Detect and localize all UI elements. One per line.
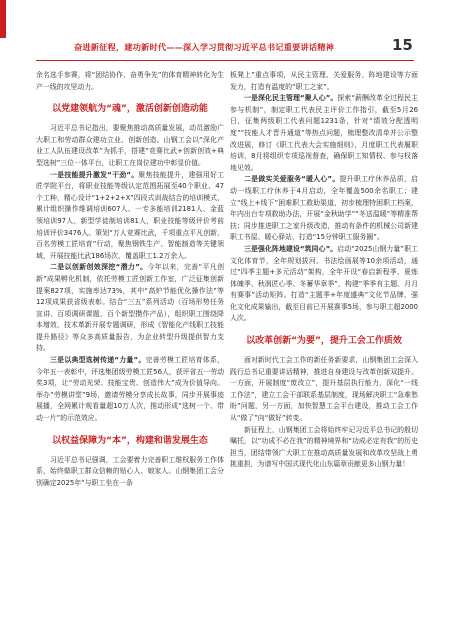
intro-paragraph: 余名选手参赛，将“团结协作、奋勇争先”的体育精神转化为生产一线的攻坚动力。 [36, 71, 224, 91]
paragraph-text: 今年以来，完善“平凡创新”成果孵化机制，依托劳模工匠创新工作室，广泛征集创新提案827项，实施率达73%，其中“高炉节能优化操作法”等12项成果获省级表彰。结合“三五”系列活动（百场形势任务宣讲、百项调研课题、百个新型攒作产品），组织职工围绕降本增效、技术革新开展专题调研，形成《智能化产线职工技能提升路径》等众多高质量报告，为企业转型升级提供智力支持。 [36, 263, 224, 353]
paragraph-text: 探索“薪酬改革全过程民主参与机制”，制定职工代表民主评价工作指引，截至5月26日，征集两级职工代表问题1231条，针对“绩效分配透明度”“技能人才晋升通道”等热点问题，梳理整改清单并公示整改进展，修订《职工代表大会实施细则》，月度职工代表履职培训，8月将组织专项巡视督查，确保职工知情权、参与权落地见效。 [230, 94, 418, 172]
paragraph: 面对新时代工会工作的新任务新要求，山钢集团工会深入践行总书记重要讲话精神，推进自身建设与改革创新双提升。一方面，开展制度“废改立”，提升基层执行能力，深化“一线工作法”，建立工会干部联系基层制度，现场解决职工“急难愁盼”问题，另一方面，加快智慧工会平台建设，推动工会工作从“做了”向“做好”转变。 [230, 356, 418, 423]
bold-lead: 二是做实关爱服务“暖人心”。 [244, 175, 340, 184]
paragraph [36, 355, 224, 425]
bold-lead: 一是深化民主管理“聚人心”。 [244, 94, 338, 103]
section-heading-3: 以改革创新“为要”，提升工会工作质效 [246, 336, 402, 347]
paragraph [230, 93, 418, 174]
right-column [230, 70, 418, 471]
left-column [36, 70, 224, 489]
paragraph: 习近平总书记强调，工会要着力完善职工维权服务工作体系，始终做职工群众信赖的贴心人、娘家人。山钢集团工会分别确定2025年“与职工坐在一条 [36, 455, 224, 487]
page-number: 15 [392, 36, 413, 54]
paragraph-text: 完善劳模工匠培育体系，今年五一表彰中，评选集团级劳模工匠56人，获评省五一劳动奖3项，让“劳动光荣、技能宝贵、创造伟大”成为价值导向。举办“劳模讲堂”9场，邀请劳模分享成长故事，同步开展事迹展播，全网累计观看量超10万人次，推动形成“选树一个、带动一片”的示范效应。 [36, 356, 225, 423]
section-heading-1: 以党建领航为“魂”，激活创新创造动能 [52, 104, 208, 115]
paragraph [230, 174, 418, 244]
running-title: 奋进新征程，建功新时代——深入学习贯彻习近平总书记重要讲话精神 [74, 42, 335, 52]
paragraph: 习近平总书记指出，要聚焦推动高质量发展，动员激励广大职工和劳动群众建功立业、创新创造。山钢工会以“深化产业工人队伍建设改革”为抓手，搭建“竞赛比武+创新创效+典型选树”三位一体平台，让职工在岗位建功中彰显价值。 [36, 124, 224, 167]
paragraph: 板凳上”重点事项，从民主管理、关爱服务、阵地建设等方面发力，打造有温度的“职工之家”。 [230, 71, 418, 91]
paragraph-text: 提升职工疗休养品质，启动一线职工疗休养于4月启动，全年覆盖500余名职工；建立“线上+线下”困难职工救助渠道，初步梳理特困职工档案，年内出台专项救助办法，开展“金秋助学”“冬送温暖”等精准帮扶；同步推进职工之家升级改造，推动有条件的机械公司新建职工书屋、暖心驿站，打造“15分钟职工服务圈”。 [230, 175, 419, 242]
section-heading-2: 以权益保障为“本”，构建和谐发展生态 [52, 435, 208, 446]
bold-lead: 三是以典型选树传递“力量”。 [50, 356, 146, 365]
bold-lead: 二是以创新创效深挖“潜力”。 [50, 263, 148, 272]
header-divider [36, 60, 414, 61]
header-accent-bar [0, 0, 6, 38]
paragraph-text: 启动“2025山钢力量”职工文化体育节，全年规划拔河、书法绘画展等10余项活动，通过“四季主题+多元活动”架构，全年开设“春启新程季、夏炼体魄季、秋润匠心季、冬蓄华章季”，构建“季季有主题、月月有赛事”活动矩阵。打造“主题季+年度盛典”文化节品牌，强化文化成果输出，截至目前已开展赛事5场，参与职工超2000人次。 [230, 244, 418, 323]
bold-lead: 三是强化阵地建设“筑同心”。 [244, 244, 338, 253]
paragraph: 新征程上，山钢集团工会将始终牢记习近平总书记的殷切嘱托，以“功成不必在我”的精神境界和“功成必定有我”的历史担当，团结带领广大职工在推动高质量发展和改革攻坚战上勇挑重担，为谱写中国式现代化山东篇章贡献更多山钢力量！ [230, 425, 418, 469]
paragraph-text: 聚焦技能提升，建强用好工匠学院平台，将职业技能等级认定范围拓展至40个职业、47个工种，精心设计“1+2+2+X”四段式训战结合的培训模式，累计组织操作维调培训607人、一专多能培训2181人、金蓝领培训97人、新型学徒制培训81人，职业技能等级评价考前培训评价3476人。策划“万人竞赛比武，千项重点平凡创新，百名劳模工匠培育”行动，聚焦钢铁生产、智能制造等关键领域，开展技能比武186场次，覆盖职工1.2万余人。 [36, 170, 225, 260]
bold-lead: 一是技能提升激发“干劲”。 [50, 170, 139, 179]
paragraph [36, 262, 224, 355]
paragraph [36, 170, 224, 263]
page-header [0, 0, 450, 62]
paragraph [230, 244, 418, 325]
